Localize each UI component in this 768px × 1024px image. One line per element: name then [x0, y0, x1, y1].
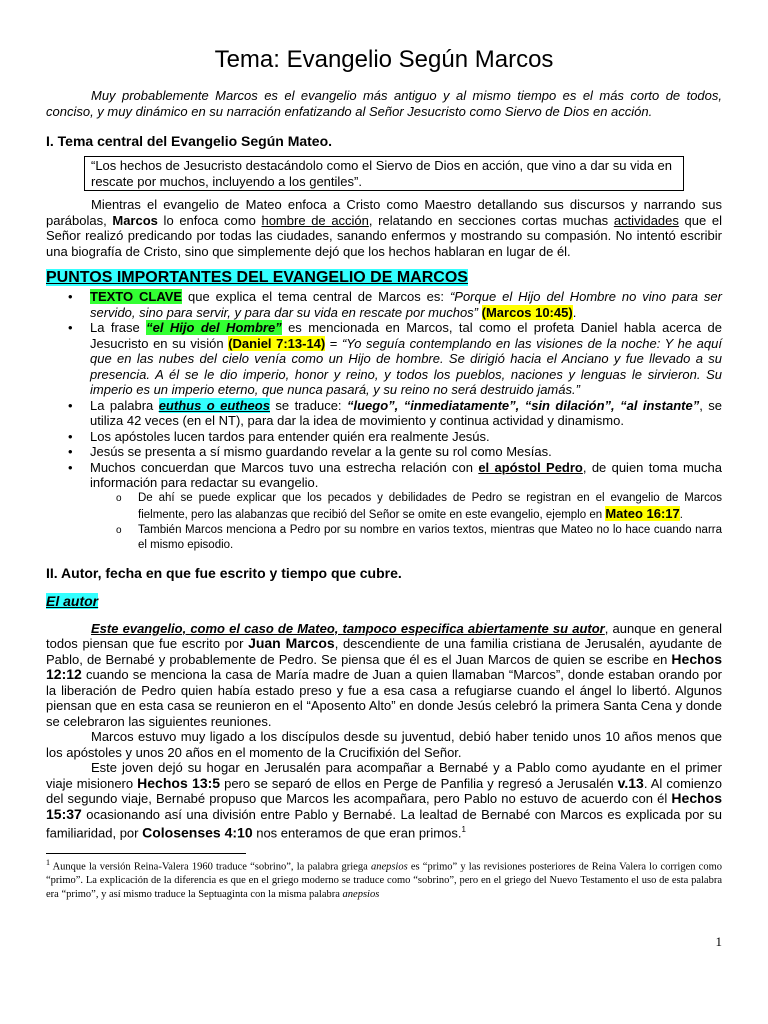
bullet-icon: • [68, 459, 73, 475]
text-bold: Juan Marcos [248, 635, 335, 651]
list-item [46, 429, 722, 445]
puntos-heading-text: PUNTOS IMPORTANTES DEL EVANGELIO DE MARCOS [46, 269, 468, 286]
footnote [46, 856, 722, 903]
text: , se utiliza 42 veces (en el NT), para dar la idea de movimiento y continua actividad y dinamismo. [90, 397, 722, 428]
text: La palabra [90, 397, 159, 413]
text-bold-underline: el apóstol Pedro [478, 459, 583, 475]
section1-paragraph [46, 197, 722, 259]
text: . Al comienzo del segundo viaje, Bernabé propuso que Marcos les acompañara, pero Pablo no estuvo de acuerdo con él [46, 775, 722, 806]
text-italic: anepsios [342, 889, 380, 901]
text: Jesús se presenta a sí mismo guardando revelar a la gente su rol como Mesías. [90, 444, 552, 459]
text: Este joven dejó su hogar en Jerusalén para acompañar a Bernabé y a Pablo como ayudante en el primer viaje misionero [46, 760, 722, 791]
autor-paragraph-1 [46, 621, 722, 730]
text-bold-italic-underline: Este evangelio, como el caso de Mateo, tampoco especifica abiertamente su autor [91, 620, 605, 636]
text: que explica el tema central de Marcos es: [182, 289, 450, 304]
quote-text: “Yo seguía contemplando en las visiones de la noche: Y he aquí que en las nubes del cielo venía como un Hijo de hombre. Se dirigió hacia el Anciano y fue llevado a su presencia. A él se le dio imperio, honor y reino, y todos los pueblos, naciones y lenguas le sirvieron. Su imperio es un imperio eterno, que nunca pasará, y su reino no será destruido jamás.” [90, 335, 722, 397]
text: , de quien toma mucha información para redactar su evangelio. [90, 459, 722, 490]
autor-paragraph-3 [46, 760, 722, 841]
footnote-divider [46, 853, 246, 854]
list-item [46, 320, 722, 398]
central-theme-quote-box: “Los hechos de Jesucristo destacándolo como el Siervo de Dios en acción, que vino a dar su vida en rescate por muchos, incluyendo a los gentiles”. [84, 156, 684, 191]
text: pero se separó de ellos en Perge de Panfilia y regresó a Jerusalén [220, 775, 618, 791]
text: = [325, 335, 342, 351]
autor-paragraph-2: Marcos estuvo muy ligado a los discípulos desde su juventud, debió haber tenido unos 10 años menos que los apóstoles y unos 20 años en el momento de la Crucifixión del Señor. [46, 729, 722, 760]
bullet-icon: • [68, 320, 73, 335]
verse-reference: Hechos 12:12 [46, 650, 722, 682]
circle-bullet-icon: o [116, 492, 122, 504]
text: cuando se menciona la casa de María madre de Juan a quien llamaban “Marcos”, donde estaban orando por la liberación de Pedro quien había estado preso y fue a esa casa a refugiarse cuando el ángel lo libertó. Algunos piensan que en esta casa se reunieron en el “Aposento Alto” en donde Jesús celebró la primera Santa Cena y donde se celebraron las siguientes reuniones. [46, 667, 722, 729]
text: Aunque la versión Reina-Valera 1960 traduce “sobrino”, la palabra griega [50, 861, 371, 873]
puntos-heading [46, 269, 722, 287]
verse-reference: Mateo 16:17 [605, 505, 680, 521]
text: es mencionada en Marcos, tal como el profeta Daniel habla acerca de Jesucristo en su visión [90, 320, 722, 351]
text: También Marcos menciona a Pedro por su nombre en varios textos, mientras que Mateo no lo hace cuando narra el mismo episodio. [138, 523, 722, 551]
circle-bullet-icon: o [116, 524, 122, 536]
text-underline: actividades [613, 212, 679, 228]
autor-subheading [46, 593, 722, 609]
footnote-number: 1 [46, 857, 50, 867]
footnote-marker[interactable]: 1 [461, 825, 466, 834]
sub-list-item [90, 523, 722, 553]
text: La frase [90, 320, 147, 335]
text: se traduce: [269, 397, 347, 413]
verse-reference: v.13 [617, 774, 644, 791]
translation-text: “luego”, “inmediatamente”, “sin dilación”, “al instante” [346, 397, 700, 413]
text: nos enteramos de que eran primos. [252, 825, 462, 841]
verse-reference: Colosenses 4:10 [142, 824, 253, 841]
verse-reference: Hechos 15:37 [46, 790, 722, 822]
text: Muchos concuerdan que Marcos tuvo una estrecha relación con [90, 459, 479, 475]
bullet-icon: • [68, 428, 73, 444]
page-number: 1 [715, 934, 722, 949]
verse-reference: (Marcos 10:45) [481, 304, 573, 320]
quote-text: “Porque el Hijo del Hombre no vino para ser servido, sino para servir, y para dar su vida en rescate por muchos” [90, 289, 722, 320]
bullet-icon: • [68, 444, 73, 459]
text-underline: hombre de acción [261, 212, 369, 228]
text: es “primo” y las revisiones posteriores de Reina Valera lo corrigen como “primo”. La explicación de la diferencia es que en el griego moderno se traduce como “sobrino”, pero en el griego del Nuevo Testamento el uso de esta palabra era “primo”, y así mismo traduce la Septuaginta con la misma palabra [46, 861, 722, 901]
list-item: • TEXTO CLAVE que explica el tema central de Marcos es: “Porque el Hijo del Hombre no vino para ser servido, sino para servir, y para dar su vida en rescate por muchos” (Marcos 10:45). [68, 289, 722, 320]
greek-word-highlight: euthus o eutheos [158, 397, 270, 413]
verse-reference: (Daniel 7:13-14) [228, 335, 326, 351]
section1-heading: I. Tema central del Evangelio Según Mateo. [46, 133, 333, 149]
text: ocasionando así una división entre Pablo y Bernabé. La lealtad de Bernabé con Marcos es explicada por su familiaridad, por [46, 806, 722, 841]
text: Los apóstoles lucen tardos para entender quién era realmente Jesús. [90, 428, 490, 444]
key-text-highlight: TEXTO CLAVE [90, 289, 183, 304]
document-page [46, 0, 722, 1024]
page-title: Tema: Evangelio Según Marcos [214, 46, 554, 73]
intro-paragraph: Muy probablemente Marcos es el evangelio más antiguo y al mismo tiempo es el más corto de todos, conciso, y muy dinámico en su narración enfatizando al Señor Jesucristo como Siervo de Dios en acción. [46, 88, 722, 119]
bullet-icon: • [68, 289, 73, 304]
sub-list-item [90, 491, 722, 523]
bullet-icon: • [68, 397, 73, 413]
section2-heading: II. Autor, fecha en que fue escrito y tiempo que cubre. [46, 564, 402, 581]
text-italic: anepsios [370, 861, 408, 873]
text: De ahí se puede explicar que los pecados y debilidades de Pedro se registran en el evangelio de Marcos fielmente, pero las alabanzas que recibió del Señor se omite en este evangelio, ejemplo en [138, 491, 722, 521]
sub-list [90, 491, 722, 553]
puntos-list [46, 289, 722, 553]
autor-label: El autor [46, 592, 99, 609]
list-item [46, 444, 722, 460]
text: , descendiente de una familia cristiana de Jerusalén, ayudante de Pablo, de Bernabé y probablemente de Pedro. Se piensa que él es el Juan Marcos de quien se escribe en [46, 636, 722, 667]
text: . [679, 508, 683, 521]
text-bold: Marcos [112, 212, 158, 228]
list-item [46, 398, 722, 429]
text: que el Señor realizó predicando por todas las ciudades, sanando enfermos y mostrando su compasión. No intentó escribir una biografía de Cristo, sino que simplemente dejó que los hechos hablaran en lugar de él. [46, 212, 723, 259]
text: , relatando en secciones cortas muchas [368, 212, 614, 228]
verse-reference: Hechos 13:5 [137, 774, 221, 791]
phrase-highlight: “el Hijo del Hombre” [146, 320, 282, 335]
text: , aunque en general todos piensan que fue escrito por [46, 620, 723, 651]
text: Mientras el evangelio de Mateo enfoca a Cristo como Maestro detallando sus discursos y narrando sus parábolas, [46, 197, 722, 228]
text: lo enfoca como [157, 212, 262, 228]
list-item [46, 460, 722, 553]
